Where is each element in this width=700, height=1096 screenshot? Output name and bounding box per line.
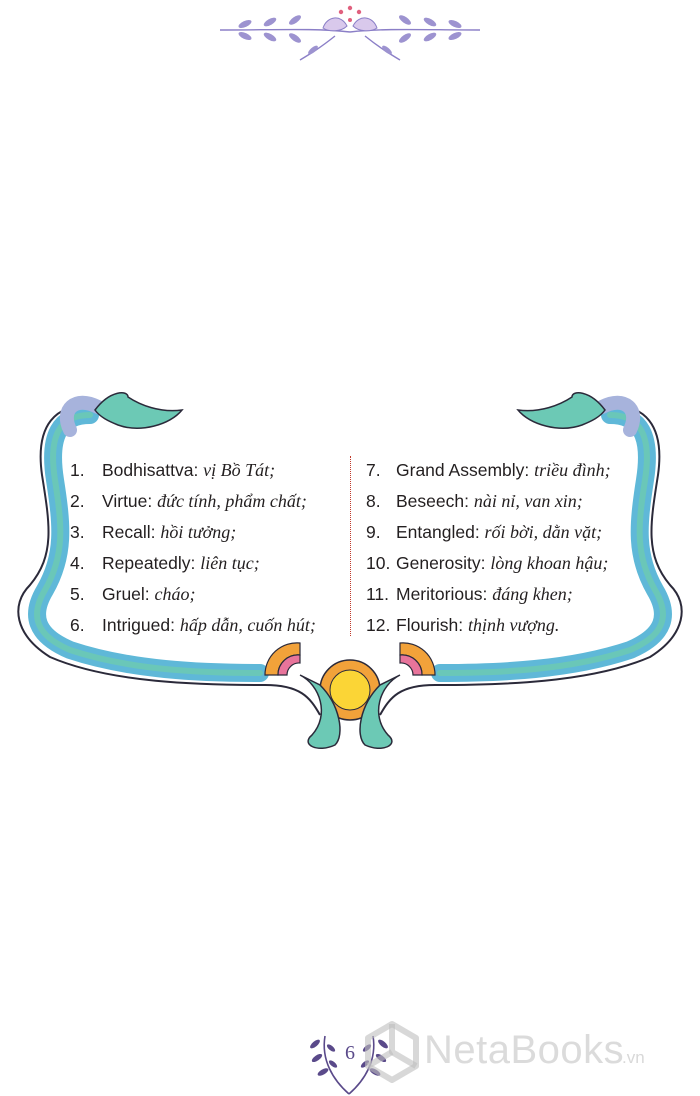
list-item xyxy=(366,548,611,579)
item-number: 11. xyxy=(366,584,390,604)
netabooks-logo-icon xyxy=(362,1018,422,1088)
english-term: Entangled: xyxy=(396,522,485,542)
item-number: 12. xyxy=(366,615,391,635)
item-number: 9. xyxy=(366,522,381,542)
item-number: 8. xyxy=(366,491,381,511)
vietnamese-meaning: vị Bồ Tát; xyxy=(203,460,276,480)
vietnamese-meaning: nài nỉ, van xin; xyxy=(473,491,583,511)
english-term: Grand Assembly: xyxy=(396,460,535,480)
english-term: Repeatedly: xyxy=(102,553,201,573)
list-item xyxy=(366,517,611,548)
item-number: 4. xyxy=(70,553,85,573)
vocab-list-left xyxy=(70,455,316,641)
list-item xyxy=(70,517,316,548)
vietnamese-meaning: hồi tưởng; xyxy=(160,522,237,542)
list-item xyxy=(70,610,316,641)
list-item xyxy=(70,548,316,579)
item-number: 1. xyxy=(70,460,85,480)
vietnamese-meaning: liên tục; xyxy=(200,553,260,573)
item-number: 6. xyxy=(70,615,85,635)
vietnamese-meaning: cháo; xyxy=(154,584,196,604)
list-item xyxy=(70,486,316,517)
watermark-brand: NetaBooks xyxy=(424,1028,625,1072)
english-term: Virtue: xyxy=(102,491,158,511)
list-item xyxy=(366,455,611,486)
floral-header-icon xyxy=(215,2,485,64)
vocab-list-right xyxy=(366,455,611,641)
column-divider xyxy=(350,456,351,636)
item-number: 5. xyxy=(70,584,85,604)
list-item xyxy=(366,579,611,610)
vietnamese-meaning: đức tính, phẩm chất; xyxy=(157,491,307,511)
vietnamese-meaning: hấp dẫn, cuốn hút; xyxy=(179,615,316,635)
english-term: Flourish: xyxy=(396,615,468,635)
english-term: Generosity: xyxy=(396,553,491,573)
item-number: 3. xyxy=(70,522,85,542)
watermark-tld: .vn xyxy=(622,1048,645,1067)
page-number: 6 xyxy=(345,1042,355,1064)
vietnamese-meaning: đáng khen; xyxy=(492,584,573,604)
vietnamese-meaning: thịnh vượng. xyxy=(467,615,560,635)
item-number: 7. xyxy=(366,460,381,480)
list-item xyxy=(70,579,316,610)
english-term: Bodhisattva: xyxy=(102,460,204,480)
vietnamese-meaning: lòng khoan hậu; xyxy=(490,553,609,573)
english-term: Recall: xyxy=(102,522,161,542)
item-number: 10. xyxy=(366,553,391,573)
english-term: Gruel: xyxy=(102,584,155,604)
list-item xyxy=(366,486,611,517)
list-item xyxy=(366,610,611,641)
english-term: Beseech: xyxy=(396,491,474,511)
english-term: Meritorious: xyxy=(396,584,493,604)
english-term: Intrigued: xyxy=(102,615,180,635)
list-item xyxy=(70,455,316,486)
watermark xyxy=(362,1018,692,1088)
vietnamese-meaning: triều đình; xyxy=(534,460,611,480)
item-number: 2. xyxy=(70,491,85,511)
vietnamese-meaning: rối bời, dằn vặt; xyxy=(484,522,603,542)
